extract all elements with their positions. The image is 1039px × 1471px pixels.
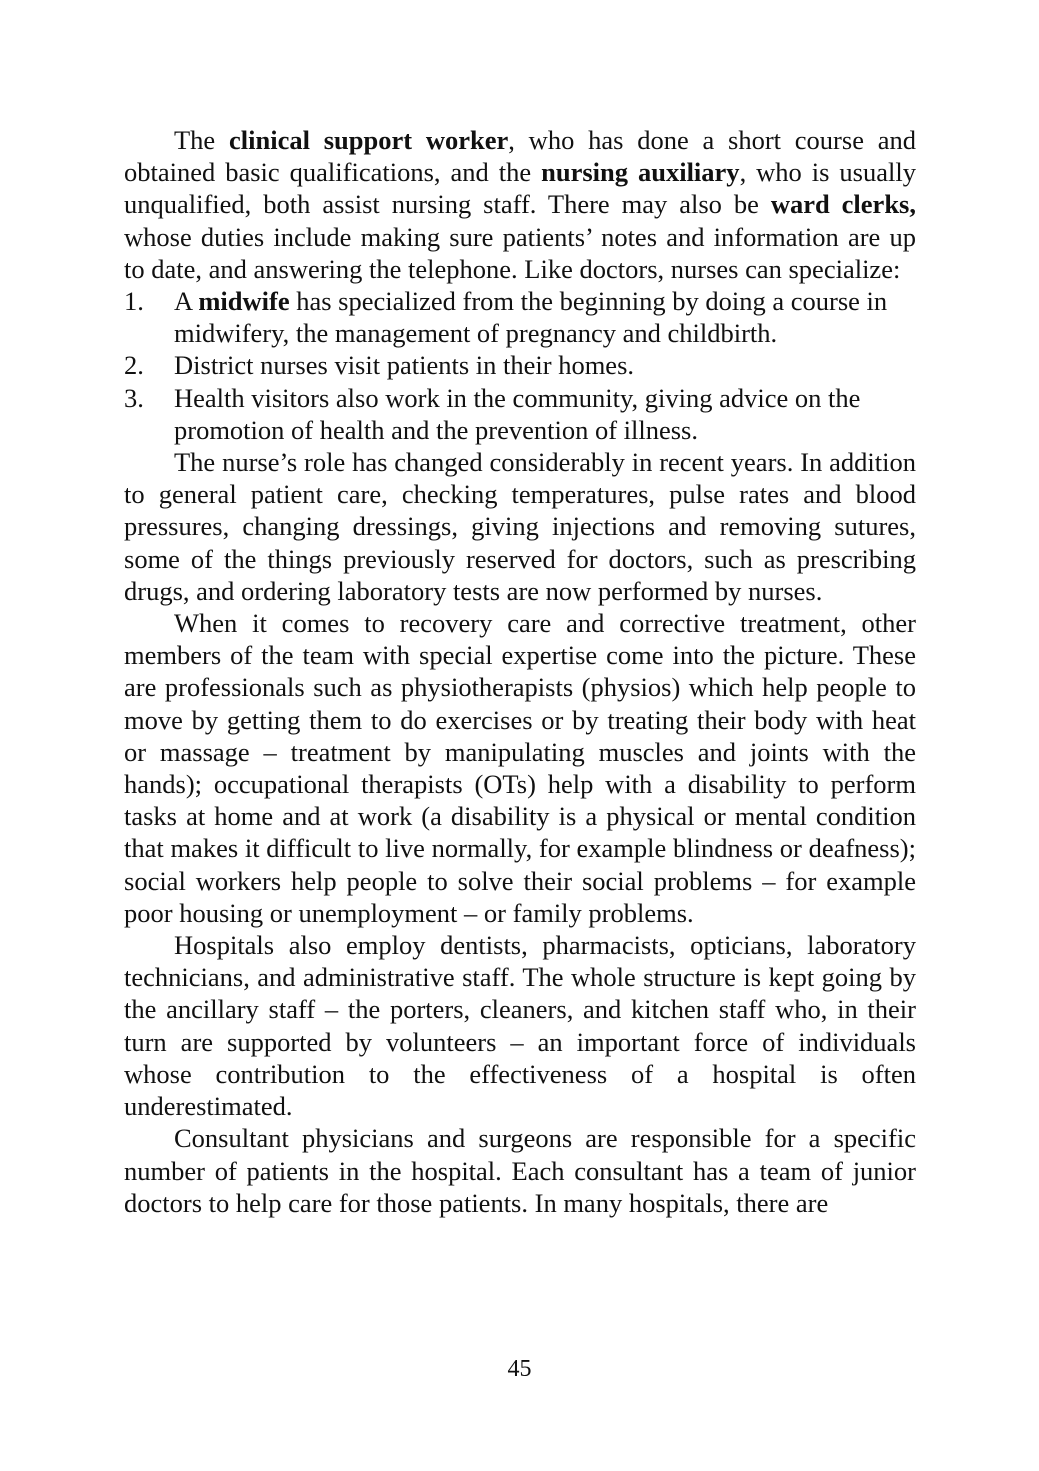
list-number: 2. [124,350,144,381]
text-run: , who has done a short course and obtained basic qualifications, and the [124,125,916,188]
list-item [124,349,916,381]
text-run: District nurses visit patients in their homes. [174,350,635,381]
text-run: , who is usually unqualified, both assist nursing staff. There may also be [124,157,916,220]
text-run: The [174,125,229,155]
list-item [124,285,916,349]
text-run: whose duties include making sure patients’ notes and information are up to date, and answering the telephone. Like doctors, nurses can specialize: [124,221,916,284]
text-run: Health visitors also work in the community, giving advice on the promotion of health and the prevention of illness. [174,382,861,445]
paragraph-support-staff [124,124,916,285]
text-run: has specialized from the beginning by doing a course in midwifery, the management of pregnancy and childbirth. [174,286,888,349]
term-nursing-auxiliary: nursing auxiliary [541,157,740,188]
term-ward-clerks: ward clerks, [770,189,916,220]
list-item [124,382,916,446]
paragraph-recovery-care: When it comes to recovery care and corrective treatment, other members of the team with special expertise come into the picture. These are professionals such as physiotherapists (physios) which help people to move by getting them to do exercises or by treating their body with heat or massage – treatment by manipulating muscles and joints with the hands); occupational therapists (OTs) help with a disability to perform tasks at home and at work (a disability is a physical or mental condition that makes it difficult to live normally, for example blindness or deafness); social workers help people to solve their social problems – for example poor housing or unemployment – or family problems. [124,608,916,928]
paragraph-consultants: Consultant physicians and surgeons are responsible for a specific number of patients in the hospital. Each consultant has a team of junior doctors to help care for those patients. In many hospitals, there are [124,1123,916,1218]
paragraph-hospital-staff: Hospitals also employ dentists, pharmacists, opticians, laboratory technicians, and administrative staff. The whole structure is kept going by the ancillary staff – the porters, cleaners, and kitchen staff who, in their turn are supported by volunteers – an important force of individuals whose contribution to the effectiveness of a hospital is often underestimated. [124,930,916,1122]
page-body [124,124,916,1219]
list-number: 3. [124,382,144,413]
paragraph-nurse-role: The nurse’s role has changed considerably in recent years. In addition to general patient care, checking temperatures, pulse rates and blood pressures, changing dressings, giving injections and removing sutures, some of the things previously reserved for doctors, such as prescribing drugs, and ordering laboratory tests are now performed by nurses. [124,447,916,606]
term-midwife: midwife [198,286,290,317]
page-number: 45 [507,1356,532,1382]
list-number: 1. [124,286,144,317]
text-run: A [174,286,199,317]
nurse-specialization-list [124,285,916,446]
term-clinical-support-worker: clinical support worker [228,125,509,155]
